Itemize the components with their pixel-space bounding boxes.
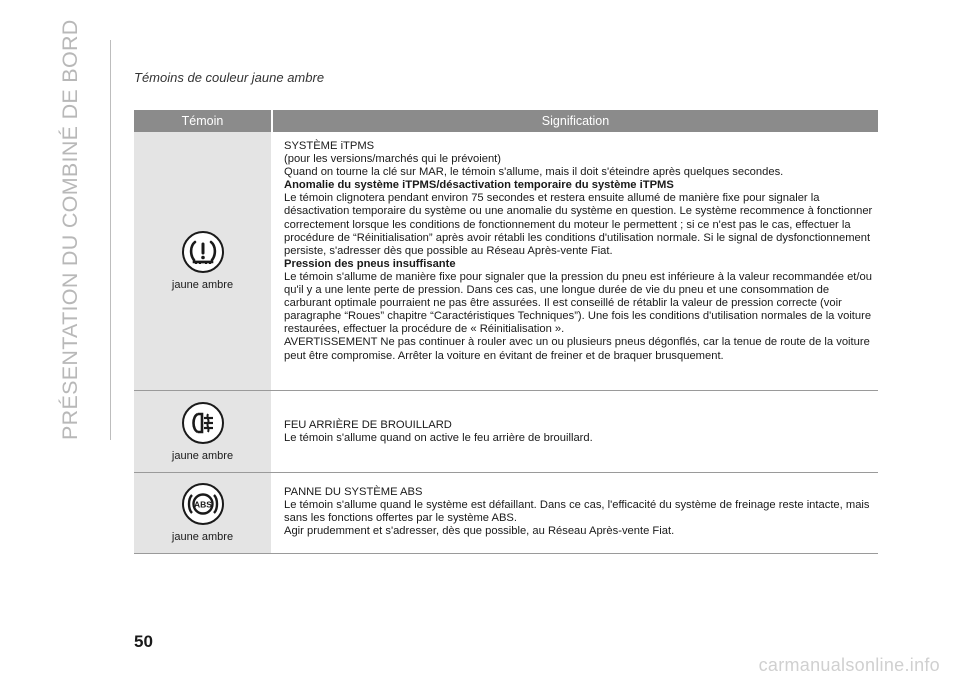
row-title: PANNE DU SYSTÈME ABS: [284, 486, 423, 498]
icon-cell: [134, 473, 271, 553]
chapter-side-title: PRÉSENTATION DU COMBINÉ DE BORD: [58, 19, 82, 440]
description-cell: [273, 473, 878, 553]
svg-text:ABS: ABS: [193, 499, 212, 510]
row-title: SYSTÈME iTPMS: [284, 140, 375, 152]
icon-cell: [134, 391, 271, 472]
row-note: (pour les versions/marchés qui le prévoient): [284, 153, 502, 166]
row-title: FEU ARRIÈRE DE BROUILLARD: [284, 419, 452, 431]
row-warning: AVERTISSEMENT Ne pas continuer à rouler avec un ou plusieurs pneus dégonflés, car la tenue de route de la voiture peut être compromise. Arrêter la voiture en évitant de freiner et de braquer brusquement.: [284, 336, 870, 362]
section-title: Témoins de couleur jaune ambre: [134, 70, 325, 85]
icon-color-label: jaune ambre: [171, 279, 234, 291]
row-paragraph: Le témoin s'allume de manière fixe pour signaler que la pression du pneu est inférieure à la valeur recommandée et/ou qu'il y a une lente perte de pression. Dans ces cas, une longue durée de vie du pneu et une consommation de carburant optimale pourraient ne pas être assurées. Il est conseillé de rétablir la valeur de pression correcte (voir paragraphe “Roues” chapitre “Caractéristiques Techniques”). Une fois les conditions d'utilisation normales de la voiture restaurées, effectuer la procédure de « Réinitialisation ».: [284, 270, 872, 336]
header-signification: Signification: [541, 114, 610, 128]
row-paragraph: Quand on tourne la clé sur MAR, le témoin s'allume, mais il doit s'éteindre après quelques secondes.: [284, 166, 784, 179]
rear-fog-light-icon: [182, 402, 224, 444]
row-subheading: Pression des pneus insuffisante: [284, 257, 456, 270]
row-paragraph: Le témoin clignotera pendant environ 75 secondes et restera ensuite allumé de manière fixe pour signaler la désactivation temporaire du système ou une anomalie du système en question. Le système recommence à fonctionner correctement lorsque les conditions de fonctionnement du moteur le permettent ; si ce n'est pas le cas, effectuer la procédure de “Réinitialisation” après avoir rétabli les conditions d'utilisation normale. Si le signal de dysfonctionnement persiste, s'adresser dès que possible au Réseau Après-vente Fiat.: [284, 192, 873, 257]
page-number: 50: [134, 632, 153, 651]
icon-color-label: jaune ambre: [171, 531, 234, 543]
abs-icon: [182, 483, 224, 525]
table-row: [134, 473, 878, 554]
row-subheading: Anomalie du système iTPMS/désactivation temporaire du système iTPMS: [284, 179, 674, 192]
row-paragraph: Le témoin s'allume quand on active le feu arrière de brouillard.: [284, 432, 593, 445]
row-paragraph: Agir prudemment et s'adresser, dès que possible, au Réseau Après-vente Fiat.: [284, 525, 675, 538]
watermark: carmanualsonline.info: [758, 655, 940, 675]
table-header: [134, 110, 878, 132]
table-row: [134, 391, 878, 473]
description-cell: [273, 391, 878, 472]
warning-lights-table: [134, 110, 878, 554]
icon-color-label: jaune ambre: [171, 449, 234, 462]
icon-cell: [134, 132, 271, 390]
row-paragraph: Le témoin s'allume quand le système est défaillant. Dans ce cas, l'efficacité du système de freinage reste intacte, mais sans les fonctions offertes par le système ABS.: [284, 499, 870, 525]
description-cell: [273, 132, 878, 390]
tpms-tire-pressure-icon: [182, 231, 224, 273]
header-temoin: Témoin: [181, 114, 224, 128]
side-divider: [110, 40, 111, 440]
table-row: [134, 132, 878, 391]
